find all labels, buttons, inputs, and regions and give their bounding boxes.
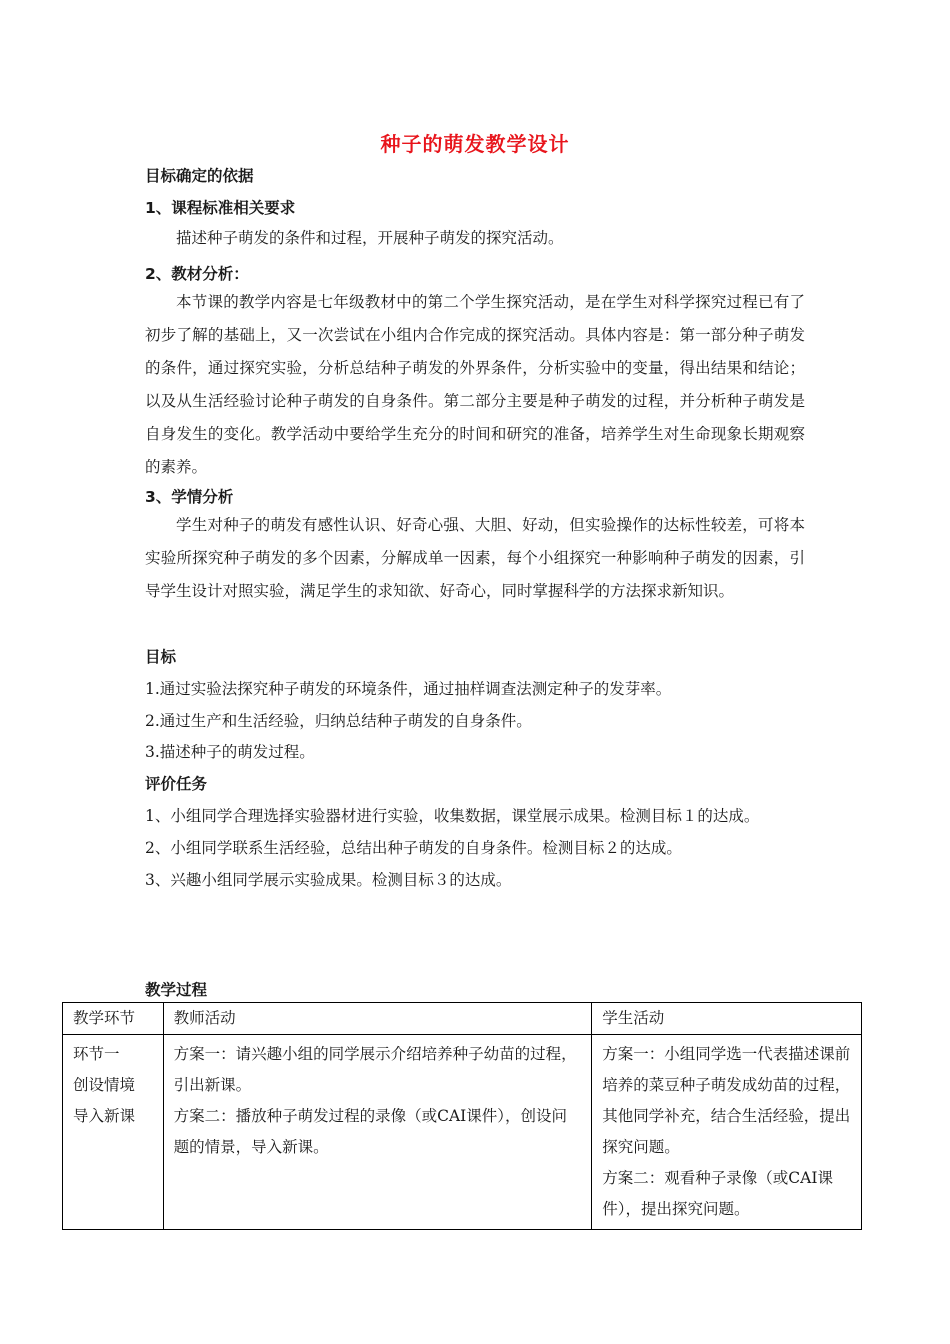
column-header-teacher: 教师活动 (163, 1003, 592, 1035)
stage-line: 环节一 (73, 1045, 120, 1063)
curriculum-standard-heading: 1、课程标准相关要求 (145, 199, 296, 217)
stage-cell (63, 1035, 164, 1230)
basis-heading: 目标确定的依据 (145, 167, 254, 185)
evaluation-heading: 评价任务 (145, 775, 208, 793)
table-row (63, 1035, 862, 1230)
textbook-analysis-text: 本节课的教学内容是七年级教材中的第二个学生探究活动，是在学生对科学探究过程已有了初步了解的基础上，又一次尝试在小组内合作完成的探究活动。具体内容是：第一部分种子萌发的条件，通过探究实验，分析总结种子萌发的外界条件，分析实验中的变量，得出结果和结论；以及从生活经验讨论种子萌发的自身条件。第二部分主要是种子萌发的过程，并分析种子萌发是自身发生的变化。教学活动中要给学生充分的时间和研究的准备，培养学生对生命现象长期观察的素养。 (145, 293, 805, 476)
evaluation-item-1: 1、小组同学合理选择实验器材进行实验，收集数据，课堂展示成果。检测目标１的达成。 (145, 807, 760, 825)
process-heading: 教学过程 (145, 981, 208, 999)
stage-line: 导入新课 (73, 1107, 136, 1125)
student-activity-cell (592, 1035, 862, 1230)
column-header-stage: 教学环节 (63, 1003, 164, 1035)
evaluation-item-2: 2、小组同学联系生活经验，总结出种子萌发的自身条件。检测目标２的达成。 (145, 839, 682, 857)
textbook-analysis-heading: 2、教材分析： (145, 265, 249, 283)
stage-line: 创设情境 (73, 1076, 136, 1094)
teacher-plan-1: 方案一：请兴趣小组的同学展示介绍培养种子幼苗的过程，引出新课。 (173, 1045, 577, 1094)
evaluation-item-3: 3、兴趣小组同学展示实验成果。检测目标３的达成。 (145, 871, 512, 889)
student-plan-1: 方案一：小组同学选一代表描述课前培养的菜豆种子萌发成幼苗的过程，其他同学补充，结合生活经验，提出探究问题。 (602, 1045, 851, 1156)
goal-item-1: 1.通过实验法探究种子萌发的环境条件，通过抽样调查法测定种子的发芽率。 (145, 680, 672, 698)
learner-analysis-text: 学生对种子的萌发有感性认识、好奇心强、大胆、好动，但实验操作的达标性较差，可将本实验所探究种子萌发的多个因素，分解成单一因素，每个小组探究一种影响种子萌发的因素，引导学生设计对照实验，满足学生的求知欲、好奇心，同时掌握科学的方法探求新知识。 (145, 516, 805, 600)
goals-heading: 目标 (145, 648, 177, 666)
goal-item-3: 3.描述种子的萌发过程。 (145, 743, 315, 761)
table-header-row (63, 1003, 862, 1035)
process-table (62, 1002, 862, 1230)
column-header-student: 学生活动 (592, 1003, 862, 1035)
curriculum-standard-text: 描述种子萌发的条件和过程，开展种子萌发的探究活动。 (176, 229, 564, 247)
goal-item-2: 2.通过生产和生活经验，归纳总结种子萌发的自身条件。 (145, 712, 532, 730)
learner-analysis-heading: 3、学情分析 (145, 488, 234, 506)
document-title: 种子的萌发教学设计 (380, 132, 570, 156)
teacher-plan-2: 方案二：播放种子萌发过程的录像（或CAI课件），创设问题的情景，导入新课。 (173, 1107, 568, 1156)
teacher-activity-cell (163, 1035, 592, 1230)
student-plan-2: 方案二：观看种子录像（或CAI课件），提出探究问题。 (602, 1169, 833, 1218)
